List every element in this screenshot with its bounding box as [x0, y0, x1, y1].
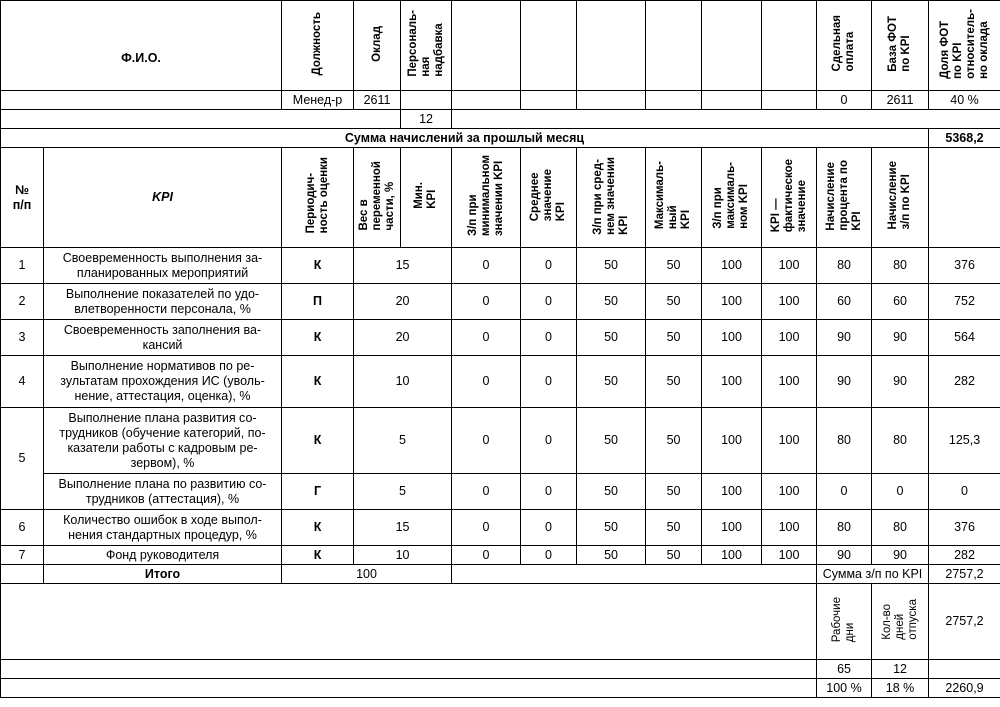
prev-month-label: Сумма начислений за прошлый месяц — [1, 129, 929, 148]
kpi-actual: 90 — [817, 320, 872, 356]
employee-position: Менед-р — [282, 91, 354, 110]
kpi-num: 4 — [1, 356, 44, 408]
totals-row — [1, 565, 1000, 584]
totals-sum-label: Сумма з/п по KPI — [817, 565, 929, 584]
workdays-value: 65 — [817, 660, 872, 679]
kpi-row — [1, 248, 1000, 284]
kpi-actual: 80 — [817, 408, 872, 474]
kpi-accrual: 282 — [929, 546, 1000, 565]
kpi-pay-max: 100 — [762, 284, 817, 320]
kpi-min: 0 — [452, 320, 521, 356]
max-kpi-header: Максималь- ный KPI — [646, 148, 702, 248]
final-value: 2260,9 — [929, 679, 1000, 698]
kpi-row — [1, 510, 1000, 546]
kpi-pay-avg: 50 — [646, 284, 702, 320]
kpi-row — [1, 320, 1000, 356]
kpi-pct: 90 — [872, 356, 929, 408]
kpi-num: 5 — [1, 408, 44, 510]
kpi-accrual: 0 — [929, 474, 1000, 510]
kpi-pay-min: 0 — [521, 284, 577, 320]
totals-sum-value: 2757,2 — [929, 565, 1000, 584]
kpi-pay-avg: 50 — [646, 248, 702, 284]
kpi-accrual: 376 — [929, 248, 1000, 284]
kpi-avg: 50 — [577, 284, 646, 320]
kpi-min: 0 — [452, 474, 521, 510]
actual-header: KPI — фактическое значение — [762, 148, 817, 248]
kpi-pct: 80 — [872, 248, 929, 284]
kpi-name: Выполнение плана по развитию со- трудников (аттестация), % — [44, 474, 282, 510]
kpi-period: К — [282, 356, 354, 408]
kpi-name: Своевременность выполнения за- планированных мероприятий — [44, 248, 282, 284]
fio-header: Ф.И.О. — [1, 1, 282, 91]
piece-pay-header: Сдельная оплата — [817, 1, 872, 91]
pay-max-header: З/п при максималь- ном KPI — [702, 148, 762, 248]
kpi-pay-avg: 50 — [646, 510, 702, 546]
kpi-max: 100 — [702, 510, 762, 546]
kpi-pay-min: 0 — [521, 320, 577, 356]
kpi-num: 7 — [1, 546, 44, 565]
kpi-weight: 5 — [354, 474, 452, 510]
kpi-name: Фонд руководителя — [44, 546, 282, 565]
kpi-period: К — [282, 408, 354, 474]
kpi-pay-max: 100 — [762, 320, 817, 356]
kpi-pay-max: 100 — [762, 510, 817, 546]
kpi-min: 0 — [452, 408, 521, 474]
kpi-row — [1, 546, 1000, 565]
days-value: 2757,2 — [929, 584, 1000, 660]
kpi-num: 6 — [1, 510, 44, 546]
kpi-avg: 50 — [577, 320, 646, 356]
employee-row — [1, 91, 1000, 110]
kpi-weight: 20 — [354, 320, 452, 356]
weight-header: Вес в переменной части, % — [354, 148, 401, 248]
employee-salary: 2611 — [354, 91, 401, 110]
position-header: Должность — [282, 1, 354, 91]
kpi-avg: 50 — [577, 248, 646, 284]
kpi-pay-avg: 50 — [646, 546, 702, 565]
empty-header-cell — [577, 1, 646, 91]
kpi-accrual: 282 — [929, 356, 1000, 408]
kpi-period: П — [282, 284, 354, 320]
days-row — [1, 660, 1000, 679]
kpi-period: Г — [282, 474, 354, 510]
days-label-row — [1, 584, 1000, 660]
kpi-pct: 80 — [872, 510, 929, 546]
kpi-actual: 0 — [817, 474, 872, 510]
kpi-pay-avg: 50 — [646, 408, 702, 474]
accrual-header: Начисление з/п по KPI — [872, 148, 929, 248]
kpi-max: 100 — [702, 546, 762, 565]
kpi-name: Количество ошибок в ходе выпол- нения стандартных процедур, % — [44, 510, 282, 546]
employee-fot-base: 2611 — [872, 91, 929, 110]
kpi-pay-min: 0 — [521, 356, 577, 408]
kpi-actual: 90 — [817, 546, 872, 565]
kpi-max: 100 — [702, 408, 762, 474]
kpi-accrual: 376 — [929, 510, 1000, 546]
empty-header-cell — [452, 1, 521, 91]
pay-avg-header: З/п при сред- нем значении KPI — [577, 148, 646, 248]
kpi-min: 0 — [452, 546, 521, 565]
min-kpi-header: Мин. KPI — [401, 148, 452, 248]
kpi-period: К — [282, 546, 354, 565]
bonus-value: 12 — [401, 110, 452, 129]
salary-header: Оклад — [354, 1, 401, 91]
fot-base-header: База ФОТ по KPI — [872, 1, 929, 91]
employee-header-row — [1, 1, 1000, 91]
kpi-pay-max: 100 — [762, 408, 817, 474]
kpi-pay-max: 100 — [762, 248, 817, 284]
kpi-actual: 80 — [817, 248, 872, 284]
fot-share-header: Доля ФОТ по KPI относитель- но оклада — [929, 1, 1000, 91]
kpi-avg: 50 — [577, 408, 646, 474]
kpi-weight: 20 — [354, 284, 452, 320]
kpi-name: Своевременность заполнения ва- кансий — [44, 320, 282, 356]
kpi-actual: 60 — [817, 284, 872, 320]
kpi-pct: 90 — [872, 546, 929, 565]
totals-label: Итого — [44, 565, 282, 584]
kpi-avg: 50 — [577, 510, 646, 546]
kpi-accrual: 752 — [929, 284, 1000, 320]
vacation-value: 12 — [872, 660, 929, 679]
kpi-min: 0 — [452, 248, 521, 284]
kpi-min: 0 — [452, 356, 521, 408]
kpi-pay-max: 100 — [762, 546, 817, 565]
kpi-period: К — [282, 510, 354, 546]
periodicity-header: Периодич- ность оценки — [282, 148, 354, 248]
empty-header-cell — [762, 1, 817, 91]
pct-header: Начисление процента по KPI — [817, 148, 872, 248]
kpi-min: 0 — [452, 284, 521, 320]
kpi-max: 100 — [702, 248, 762, 284]
num-header: № п/п — [1, 148, 44, 248]
pay-min-header: З/п при минимальном значении KPI — [452, 148, 521, 248]
kpi-period: К — [282, 248, 354, 284]
kpi-name: Выполнение плана развития со- трудников (обучение категорий, по- казатели работы с кадровым ре- зервом), % — [44, 408, 282, 474]
kpi-pct: 0 — [872, 474, 929, 510]
kpi-weight: 10 — [354, 356, 452, 408]
kpi-row — [1, 284, 1000, 320]
kpi-weight: 5 — [354, 408, 452, 474]
kpi-pct: 80 — [872, 408, 929, 474]
kpi-pay-avg: 50 — [646, 474, 702, 510]
prev-month-row — [1, 129, 1000, 148]
kpi-period: К — [282, 320, 354, 356]
workdays-pct: 100 % — [817, 679, 872, 698]
workdays-label: Рабочие дни — [817, 584, 872, 660]
kpi-row — [1, 474, 1000, 510]
kpi-num: 1 — [1, 248, 44, 284]
vacation-label: Кол-во дней отпуска — [872, 584, 929, 660]
kpi-pay-min: 0 — [521, 248, 577, 284]
kpi-num: 3 — [1, 320, 44, 356]
prev-month-value: 5368,2 — [929, 129, 1000, 148]
kpi-max: 100 — [702, 284, 762, 320]
kpi-weight: 15 — [354, 510, 452, 546]
empty-header-cell — [646, 1, 702, 91]
kpi-accrual: 125,3 — [929, 408, 1000, 474]
kpi-accrual: 564 — [929, 320, 1000, 356]
days-pct-row — [1, 679, 1000, 698]
vacation-pct: 18 % — [872, 679, 929, 698]
kpi-pay-avg: 50 — [646, 356, 702, 408]
kpi-pay-max: 100 — [762, 356, 817, 408]
empty-header-cell — [702, 1, 762, 91]
kpi-max: 100 — [702, 356, 762, 408]
personal-bonus-header: Персональ- ная надбавка — [401, 1, 452, 91]
kpi-pay-min: 0 — [521, 510, 577, 546]
kpi-actual: 90 — [817, 356, 872, 408]
employee-piece-pay: 0 — [817, 91, 872, 110]
kpi-name: Выполнение показателей по удо- влетворенности персонала, % — [44, 284, 282, 320]
kpi-weight: 10 — [354, 546, 452, 565]
kpi-actual: 80 — [817, 510, 872, 546]
kpi-name: Выполнение нормативов по ре- зультатам прохождения ИС (уволь- нение, аттестация, оценка), % — [44, 356, 282, 408]
empty-header-cell — [521, 1, 577, 91]
kpi-pct: 90 — [872, 320, 929, 356]
kpi-row — [1, 408, 1000, 474]
avg-header: Среднее значение KPI — [521, 148, 577, 248]
kpi-weight: 15 — [354, 248, 452, 284]
kpi-max: 100 — [702, 474, 762, 510]
kpi-pay-min: 0 — [521, 408, 577, 474]
kpi-avg: 50 — [577, 356, 646, 408]
kpi-pay-min: 0 — [521, 546, 577, 565]
kpi-header: KPI — [44, 148, 282, 248]
kpi-pay-avg: 50 — [646, 320, 702, 356]
kpi-pay-max: 100 — [762, 474, 817, 510]
kpi-header-row — [1, 148, 1000, 248]
kpi-avg: 50 — [577, 546, 646, 565]
totals-weight: 100 — [282, 565, 452, 584]
bonus-row — [1, 110, 1000, 129]
kpi-avg: 50 — [577, 474, 646, 510]
employee-fot-share: 40 % — [929, 91, 1000, 110]
kpi-row — [1, 356, 1000, 408]
kpi-min: 0 — [452, 510, 521, 546]
kpi-pay-min: 0 — [521, 474, 577, 510]
kpi-max: 100 — [702, 320, 762, 356]
kpi-num: 2 — [1, 284, 44, 320]
kpi-pct: 60 — [872, 284, 929, 320]
